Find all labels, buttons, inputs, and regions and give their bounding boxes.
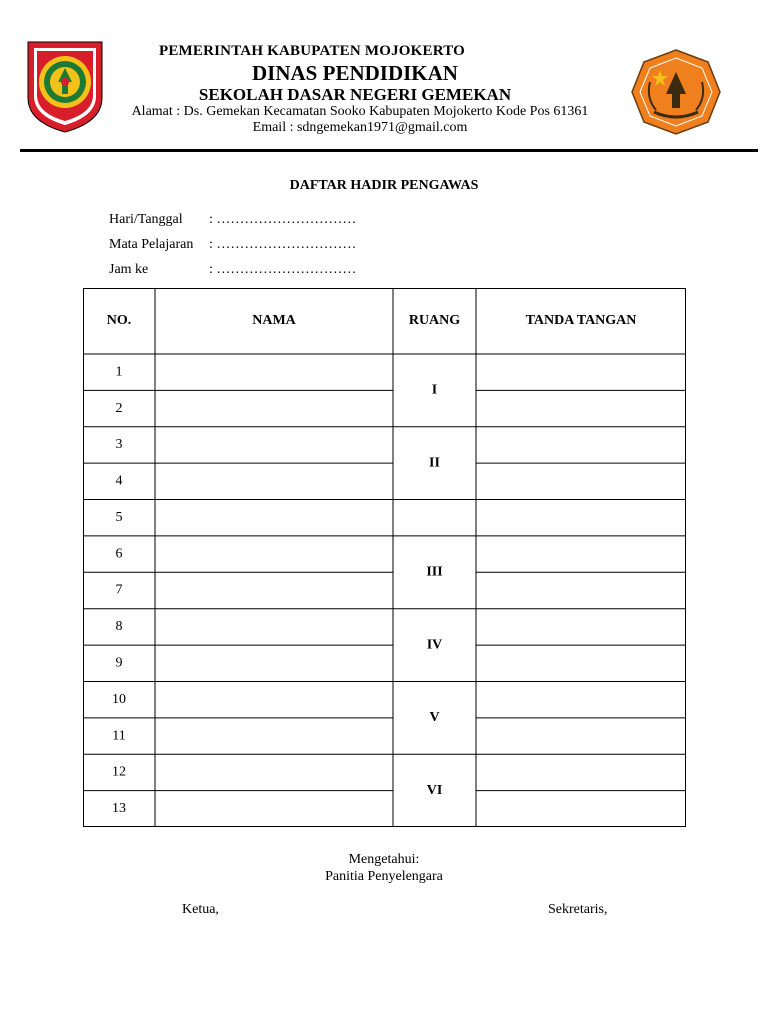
row-number: 9 (115, 655, 123, 671)
row-number: 7 (115, 582, 123, 598)
header-signature: TANDA TANGAN (525, 313, 637, 329)
room-label: VI (426, 782, 443, 798)
field-value: : ………………………… (209, 212, 357, 227)
header-no: NO. (106, 313, 132, 329)
room-label: II (429, 455, 440, 471)
field-label: Mata Pelajaran (109, 237, 194, 252)
chair-signature-label: Ketua, (182, 902, 219, 917)
field-subject (109, 237, 356, 253)
room-label: I (431, 382, 438, 398)
school-address: Alamat : Ds. Gemekan Kecamatan Sooko Kabupaten Mojokerto Kode Pos 61361 (131, 104, 589, 119)
room-label: IV (426, 637, 443, 653)
row-number: 10 (112, 691, 126, 707)
document-title: DAFTAR HADIR PENGAWAS (289, 178, 479, 193)
field-day-date (109, 212, 356, 228)
office-heading: DINAS PENDIDIKAN (252, 61, 458, 85)
field-value: : ………………………… (209, 262, 357, 277)
row-number: 8 (115, 619, 123, 635)
room-label: V (429, 710, 440, 726)
government-heading: PEMERINTAH KABUPATEN MOJOKERTO (158, 43, 466, 59)
table-border (84, 289, 686, 827)
header-room: RUANG (408, 313, 461, 329)
field-period (109, 262, 356, 278)
row-number: 4 (115, 473, 123, 489)
header-name: NAMA (252, 313, 296, 329)
field-label: Hari/Tanggal (109, 212, 183, 227)
row-number: 6 (115, 546, 123, 562)
committee-label: Panitia Penyelengara (325, 869, 443, 884)
row-number: 11 (112, 728, 126, 744)
attendance-table (83, 288, 686, 827)
row-number: 3 (115, 437, 123, 453)
row-number: 12 (112, 764, 126, 780)
row-number: 5 (115, 509, 123, 525)
school-emblem-icon (630, 48, 722, 136)
room-label: III (426, 564, 443, 580)
header-divider (20, 149, 758, 152)
row-number: 2 (115, 400, 123, 416)
field-value: : ………………………… (209, 237, 357, 252)
row-number: 1 (115, 364, 123, 380)
school-name: SEKOLAH DASAR NEGERI GEMEKAN (198, 85, 512, 104)
acknowledged-label: Mengetahui: (348, 852, 420, 867)
school-email: Email : sdngemekan1971@gmail.com (252, 120, 468, 135)
field-label: Jam ke (109, 262, 149, 277)
secretary-signature-label: Sekretaris, (548, 902, 608, 917)
row-number: 13 (112, 801, 126, 817)
